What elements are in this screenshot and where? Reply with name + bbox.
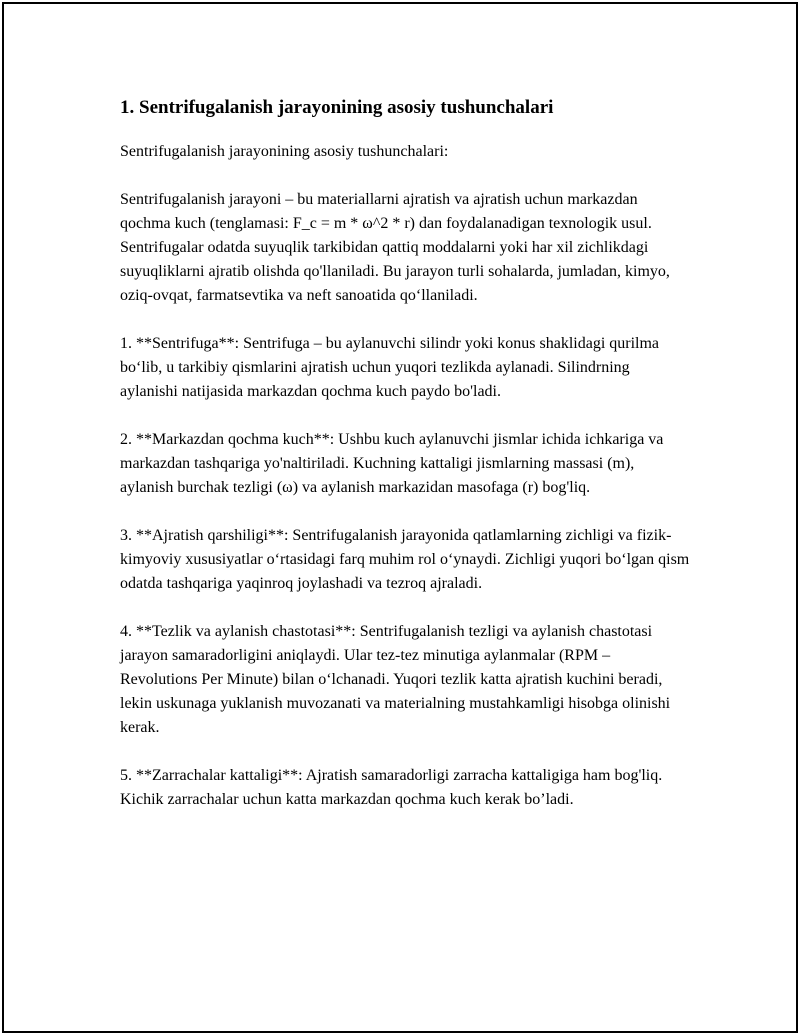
definition-paragraph: Sentrifugalanish jarayoni – bu materiallarni ajratish va ajratish uchun markazdan qochma kuch (tenglamasi: F_c = m * ω^2 * r) dan foydalanadigan texnologik usul. Sentrifugalar odatda suyuqlik tarkibidan qattiq moddalarni yoki har xil zichlikdagi suyuqliklarni ajratib olishda qo'llaniladi. Bu jarayon turli sohalarda, jumladan, kimyo, oziq-ovqat, farmatsevtika va neft sanoatida qo‘llaniladi. <box>120 191 674 304</box>
point-2-centrifugal-force: 2. **Markazdan qochma kuch**: Ushbu kuch aylanuvchi jismlar ichida ichkariga va markazdan tashqariga yo'naltiriladi. Kuchning kattaligi jismlarning massasi (m), aylanish burchak tezligi (ω) va aylanish markazidan masofaga (r) bog'liq. <box>120 431 668 496</box>
point-3-separation-resistance: 3. **Ajratish qarshiligi**: Sentrifugalanish jarayonida qatlamlarning zichligi va fizik-kimyoviy xususiyatlar o‘rtasidagi farq muhim rol o‘ynaydi. Zichligi yuqori bo‘lgan qism odatda tashqariga yaqinroq joylashadi va tezroq ajraladi. <box>120 527 694 592</box>
point-5-particle-size: 5. **Zarrachalar kattaligi**: Ajratish samaradorligi zarracha kattaligiga ham bog'liq. Kichik zarrachalar uchun katta markazdan qochma kuch kerak bo’ladi. <box>120 767 667 808</box>
document-title: 1. Sentrifugalanish jarayonining asosiy tushunchalari <box>120 97 554 118</box>
document-body <box>120 96 694 836</box>
page-frame <box>2 2 798 1033</box>
point-4-speed-frequency: 4. **Tezlik va aylanish chastotasi**: Sentrifugalanish tezligi va aylanish chastotasi jarayon samaradorligini aniqlaydi. Ular tez-tez minutiga aylanmalar (RPM – Revolutions Per Minute) bilan o‘lchanadi. Yuqori tezlik katta ajratish kuchini beradi, lekin uskunaga yuklanish muvozanati va materialning mustahkamligi hisobga olinishi kerak. <box>120 623 675 736</box>
point-1-centrifuge: 1. **Sentrifuga**: Sentrifuga – bu aylanuvchi silindr yoki konus shaklidagi qurilma bo‘lib, u tarkibiy qismlarini ajratish uchun yuqori tezlikda aylanadi. Silindrning aylanishi natijasida markazdan qochma kuch paydo bo'ladi. <box>120 335 664 400</box>
intro-line: Sentrifugalanish jarayonining asosiy tushunchalari: <box>120 143 449 160</box>
